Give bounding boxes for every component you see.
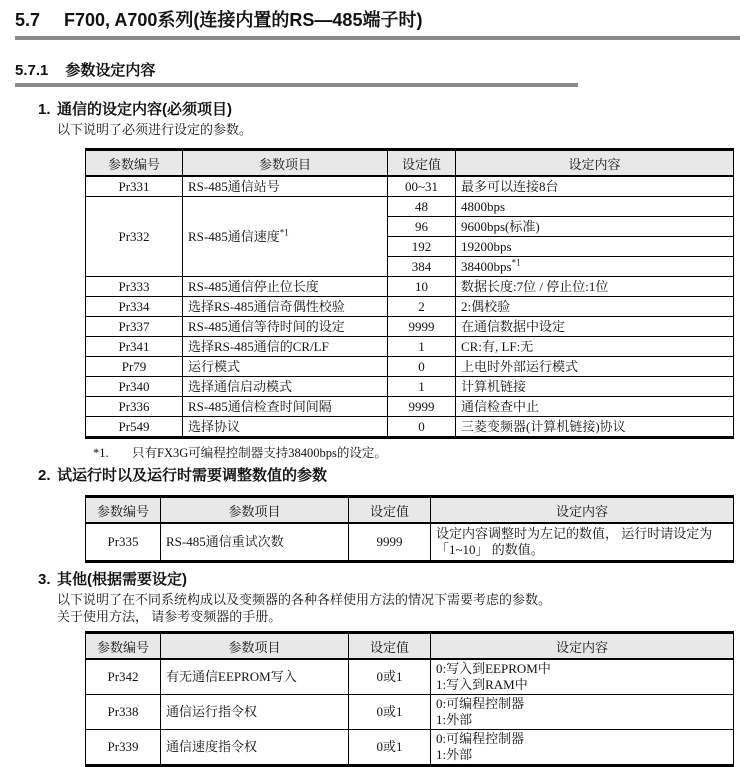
set-content-cell — [431, 659, 734, 695]
col-header-param-item: 参数项目 — [183, 150, 388, 177]
col-header-set-content: 设定内容 — [456, 150, 734, 177]
table-row — [86, 730, 734, 766]
intro-text: 关于使用方法， 请参考变频器的手册。 — [57, 609, 282, 624]
set-value-cell: 10 — [388, 277, 456, 297]
set-content-line: 0:写入到EEPROM中 — [436, 661, 551, 676]
table-header-row — [86, 633, 734, 660]
superscript-note: *1 — [511, 257, 521, 268]
heading-text: 其他(根据需要设定) — [57, 571, 187, 588]
set-value-cell: 2 — [388, 297, 456, 317]
param-item-cell: 运行模式 — [183, 357, 388, 377]
table-row — [86, 297, 734, 317]
table-header-row — [86, 497, 734, 524]
col-header-set-value: 设定值 — [388, 150, 456, 177]
heading-number: 1. — [38, 101, 51, 118]
param-no-cell: Pr338 — [86, 695, 161, 730]
set-content-cell: 计算机链接 — [456, 377, 734, 397]
set-content-line: 1:写入到RAM中 — [436, 677, 528, 692]
set-value-cell: 9999 — [349, 523, 431, 562]
heading-number: 3. — [38, 571, 51, 588]
section-heading — [15, 8, 747, 32]
col-header-param-item: 参数项目 — [161, 633, 349, 660]
set-content-line: 0:可编程控制器 — [436, 731, 525, 746]
col-header-set-content: 设定内容 — [431, 497, 734, 524]
param-no-cell: Pr331 — [86, 176, 183, 197]
set-content-cell: 通信检查中止 — [456, 397, 734, 417]
table-row — [86, 277, 734, 297]
param-item-cell: 选择协议 — [183, 417, 388, 438]
set-value-cell: 0或1 — [349, 695, 431, 730]
heading-text: 试运行时以及运行时需要调整数值的参数 — [57, 467, 328, 484]
set-content-cell: 9600bps(标准) — [456, 217, 734, 237]
params-table-other — [85, 631, 734, 767]
param-no-cell: Pr332 — [86, 197, 183, 277]
set-content-line: 1:外部 — [436, 712, 473, 727]
table-row — [86, 357, 734, 377]
set-value-cell: 0或1 — [349, 730, 431, 766]
col-header-param-no: 参数编号 — [86, 497, 161, 524]
subsection-rule — [15, 83, 578, 87]
param-no-cell: Pr333 — [86, 277, 183, 297]
table-row — [86, 695, 734, 730]
param-item-cell: 有无通信EEPROM写入 — [161, 659, 349, 695]
table-row — [86, 417, 734, 438]
param-item-text: RS-485通信速度 — [188, 228, 280, 244]
set-content-cell — [431, 730, 734, 766]
col-header-set-value: 设定值 — [349, 497, 431, 524]
params-table-adjust — [85, 495, 734, 563]
footnote — [93, 445, 747, 461]
set-content-line: 0:可编程控制器 — [436, 696, 525, 711]
param-item-cell: RS-485通信检查时间间隔 — [183, 397, 388, 417]
col-header-param-no: 参数编号 — [86, 633, 161, 660]
section-title: F700, A700系列(连接内置的RS—485端子时) — [64, 10, 423, 30]
param-item-cell: 选择RS-485通信奇偶性校验 — [183, 297, 388, 317]
subsection-number: 5.7.1 — [15, 62, 49, 79]
col-header-set-value: 设定值 — [349, 633, 431, 660]
section-number: 5.7 — [15, 10, 41, 30]
param-no-cell: Pr341 — [86, 337, 183, 357]
params-table-required — [85, 148, 734, 439]
param-item-cell: 选择通信启动模式 — [183, 377, 388, 397]
set-value-cell: 1 — [388, 377, 456, 397]
set-value-cell: 192 — [388, 237, 456, 257]
set-content-cell — [456, 257, 734, 277]
set-value-cell: 48 — [388, 197, 456, 217]
table-header-row — [86, 150, 734, 177]
footnote-marker: *1. — [93, 446, 109, 460]
set-value-cell: 9999 — [388, 397, 456, 417]
set-value-cell: 00~31 — [388, 176, 456, 197]
param-no-cell: Pr335 — [86, 523, 161, 562]
intro-text: 以下说明了必须进行设定的参数。 — [57, 122, 253, 137]
table-row — [86, 659, 734, 695]
set-content-line: 1:外部 — [436, 747, 473, 762]
table-row — [86, 377, 734, 397]
set-value-cell: 9999 — [388, 317, 456, 337]
set-value-cell: 96 — [388, 217, 456, 237]
superscript-note: *1 — [279, 227, 289, 238]
table-row — [86, 523, 734, 562]
numbered-heading-3 — [38, 571, 747, 589]
param-item-cell: 通信速度指令权 — [161, 730, 349, 766]
col-header-set-content: 设定内容 — [431, 633, 734, 660]
set-content-cell: 最多可以连接8台 — [456, 176, 734, 197]
col-header-param-item: 参数项目 — [161, 497, 349, 524]
footnote-text: 只有FX3G可编程控制器支持38400bps的设定。 — [132, 446, 387, 460]
param-item-cell: RS-485通信站号 — [183, 176, 388, 197]
heading-number: 2. — [38, 467, 51, 484]
set-content-cell: 设定内容调整时为左记的数值， 运行时请设定为 「1~10」 的数值。 — [431, 523, 734, 562]
set-content-cell — [431, 695, 734, 730]
set-value-cell: 1 — [388, 337, 456, 357]
param-no-cell: Pr340 — [86, 377, 183, 397]
param-no-cell: Pr337 — [86, 317, 183, 337]
set-content-text: 38400bps — [461, 258, 512, 274]
set-content-cell: CR:有, LF:无 — [456, 337, 734, 357]
numbered-heading-2 — [38, 467, 747, 485]
param-no-cell: Pr549 — [86, 417, 183, 438]
param-no-cell: Pr336 — [86, 397, 183, 417]
set-content-cell: 4800bps — [456, 197, 734, 217]
heading-text: 通信的设定内容(必须项目) — [57, 101, 232, 118]
table-row — [86, 397, 734, 417]
set-content-cell: 19200bps — [456, 237, 734, 257]
param-item-cell: RS-485通信等待时间的设定 — [183, 317, 388, 337]
table-row — [86, 317, 734, 337]
set-value-cell: 0 — [388, 417, 456, 438]
param-item-cell: 通信运行指令权 — [161, 695, 349, 730]
set-content-cell: 数据长度:7位 / 停止位:1位 — [456, 277, 734, 297]
param-no-cell: Pr79 — [86, 357, 183, 377]
param-item-cell: RS-485通信重试次数 — [161, 523, 349, 562]
subsection-title: 参数设定内容 — [65, 62, 156, 79]
section-rule — [15, 36, 740, 40]
set-content-cell: 三菱变频器(计算机链接)协议 — [456, 417, 734, 438]
table-row — [86, 176, 734, 197]
set-content-cell: 在通信数据中设定 — [456, 317, 734, 337]
param-item-cell: RS-485通信停止位长度 — [183, 277, 388, 297]
param-item-cell — [183, 197, 388, 277]
col-header-param-no: 参数编号 — [86, 150, 183, 177]
param-no-cell: Pr334 — [86, 297, 183, 317]
set-value-cell: 0 — [388, 357, 456, 377]
set-value-cell: 384 — [388, 257, 456, 277]
param-item-cell: 选择RS-485通信的CR/LF — [183, 337, 388, 357]
numbered-heading-1 — [38, 101, 747, 119]
set-value-cell: 0或1 — [349, 659, 431, 695]
intro-text: 以下说明了在不同系统构成以及变频器的各种各样使用方法的情况下需要考虑的参数。 — [57, 592, 552, 607]
param-no-cell: Pr342 — [86, 659, 161, 695]
param-no-cell: Pr339 — [86, 730, 161, 766]
table-row — [86, 197, 734, 217]
set-content-cell: 上电时外部运行模式 — [456, 357, 734, 377]
table-row — [86, 337, 734, 357]
subsection-heading — [15, 62, 747, 80]
set-content-cell: 2:偶校验 — [456, 297, 734, 317]
